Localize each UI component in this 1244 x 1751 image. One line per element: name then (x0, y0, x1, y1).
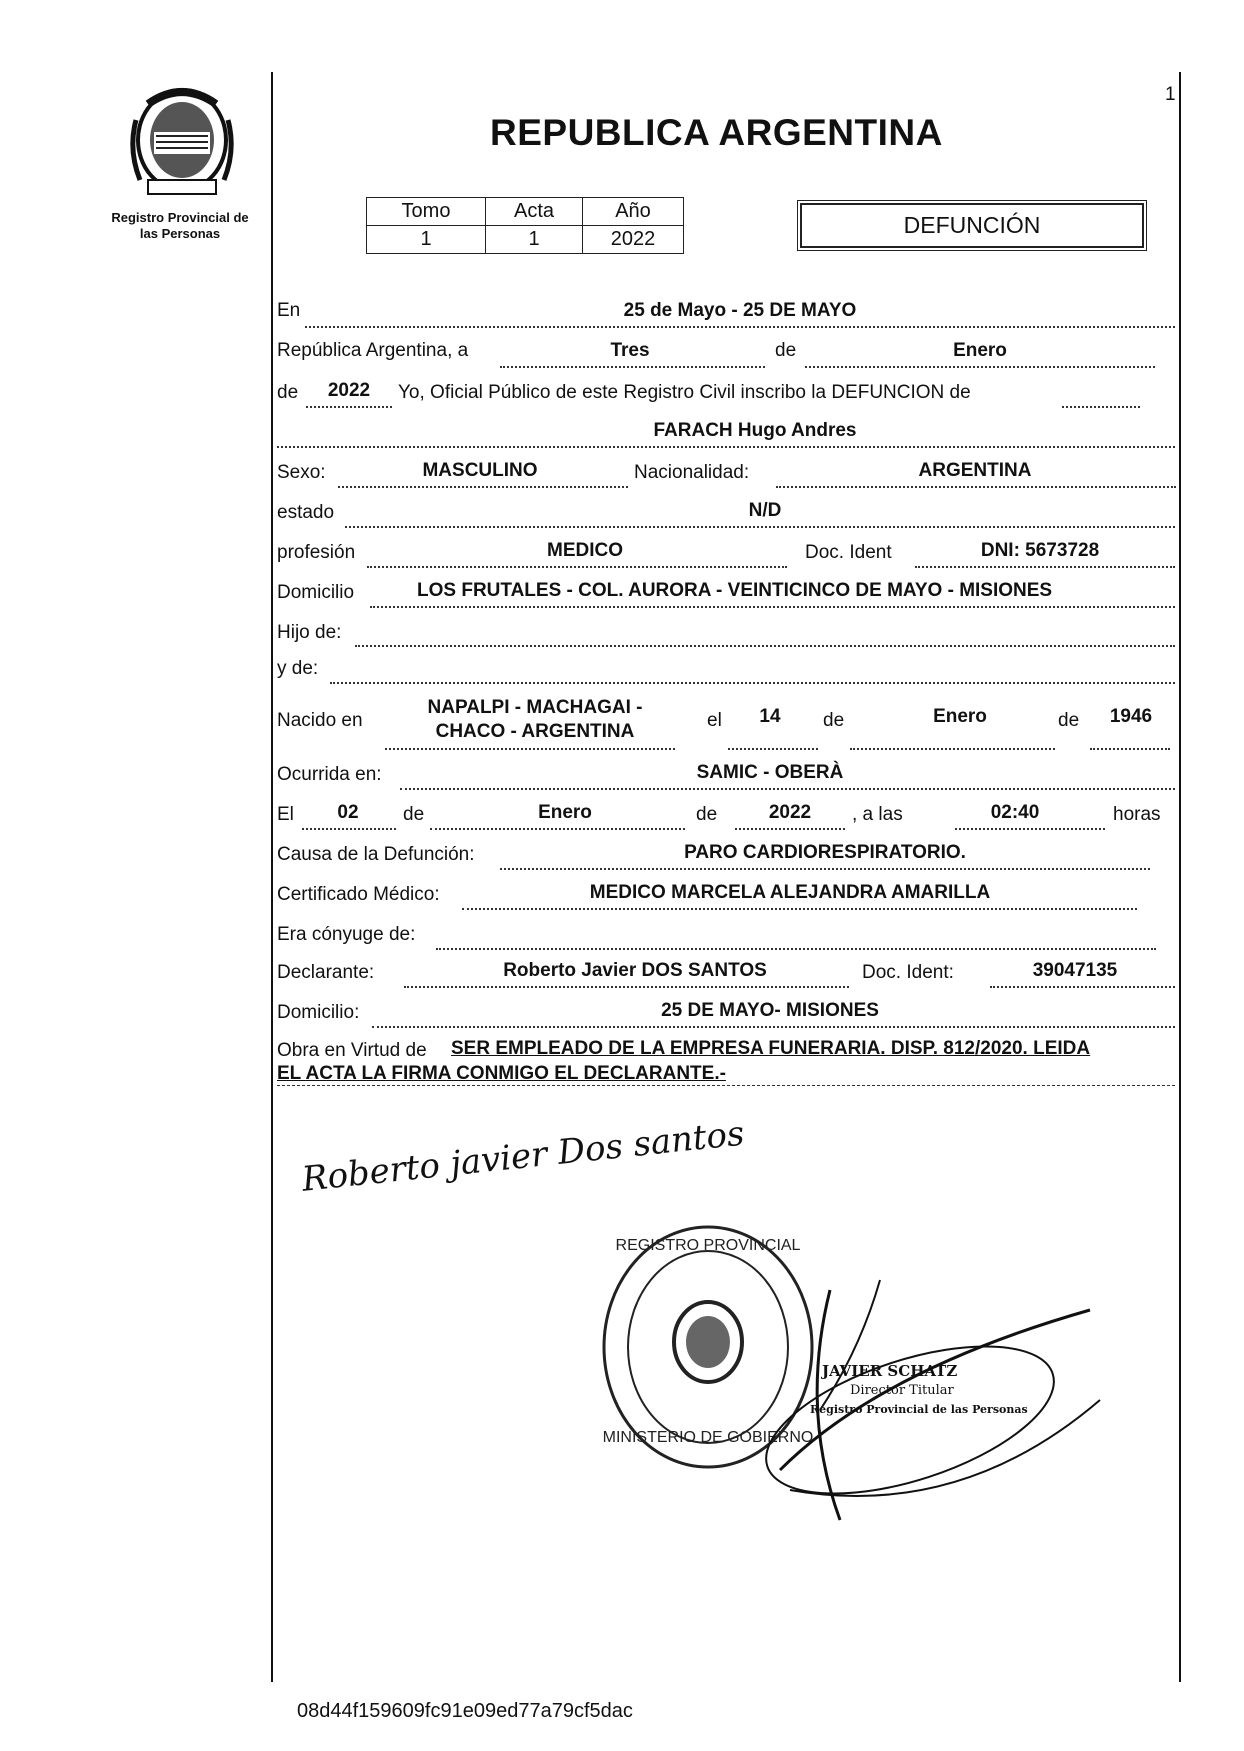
doc-value: DNI: 5673728 (980, 540, 1100, 561)
birth-month-underline (850, 748, 1055, 750)
document-title: REPUBLICA ARGENTINA (490, 112, 943, 153)
doc2-label: Doc. Ident: (862, 962, 954, 983)
doc-underline (915, 566, 1175, 568)
rep-day-underline (500, 366, 765, 368)
year-value: 2022 (327, 380, 371, 401)
obra-underline (277, 1085, 1175, 1086)
sexo-value: MASCULINO (422, 460, 538, 481)
hijo-label: Hijo de: (277, 622, 342, 643)
declarante-label: Declarante: (277, 962, 375, 983)
ano-header: Año (583, 198, 684, 226)
death-day-underline (302, 828, 396, 830)
estado-value: N/D (748, 500, 782, 521)
domicilio2-underline (372, 1026, 1175, 1028)
death-time: 02:40 (990, 802, 1040, 823)
rep-label: República Argentina, a (277, 340, 469, 361)
death-month-underline (430, 828, 685, 830)
nacionalidad-value: ARGENTINA (918, 460, 1032, 481)
birth-day: 14 (759, 706, 781, 727)
de-label: de (277, 382, 299, 403)
cert-label: Certificado Médico: (277, 884, 440, 905)
nacido-label: Nacido en (277, 710, 363, 731)
province-crest-logo (126, 80, 238, 202)
logo-caption: Registro Provincial de las Personas (111, 210, 249, 241)
death-month: Enero (538, 802, 592, 823)
record-type-box: DEFUNCIÓN (800, 203, 1144, 248)
yo-underline (1062, 406, 1140, 408)
yo-text: Yo, Oficial Público de este Registro Civil inscribo la DEFUNCION de (398, 382, 971, 403)
tomo-header: Tomo (367, 198, 486, 226)
causa-value: PARO CARDIORESPIRATORIO. (684, 842, 966, 863)
doc2-underline (990, 986, 1175, 988)
nacido-underline (385, 748, 675, 750)
nacido-line1: NAPALPI - MACHAGAI - (427, 697, 643, 718)
profesion-label: profesión (277, 542, 356, 563)
cert-value: MEDICO MARCELA ALEJANDRA AMARILLA (589, 882, 991, 903)
ano-value: 2022 (583, 226, 684, 254)
birth-month: Enero (933, 706, 987, 727)
rep-de-label: de (775, 340, 797, 361)
obra-line2: EL ACTA LA FIRMA CONMIGO EL DECLARANTE.- (277, 1063, 726, 1084)
official-name: JAVIER SCHATZ (822, 1362, 958, 1380)
yde-underline (330, 682, 1175, 684)
de3-label: de (1058, 710, 1080, 731)
rep-day: Tres (610, 340, 650, 361)
name-underline (277, 446, 1175, 448)
ocurrida-underline (400, 788, 1175, 790)
en-underline (305, 326, 1175, 328)
el2-label: El (277, 804, 294, 825)
domicilio2-value: 25 DE MAYO- MISIONES (661, 1000, 879, 1021)
page-number: 1 (1165, 84, 1176, 105)
nacido-line2: CHACO - ARGENTINA (435, 721, 635, 742)
obra-label: Obra en Virtud de (277, 1040, 427, 1061)
birth-day-underline (728, 748, 818, 750)
ocurrida-value: SAMIC - OBERÀ (696, 762, 844, 783)
alas-label: , a las (852, 804, 903, 825)
document-hash: 08d44f159609fc91e09ed77a79cf5dac (297, 1700, 633, 1722)
en-value: 25 de Mayo - 25 DE MAYO (623, 300, 857, 321)
horas-label: horas (1113, 804, 1161, 825)
en-label: En (277, 300, 301, 321)
causa-label: Causa de la Defunción: (277, 844, 475, 865)
domicilio-underline (370, 606, 1175, 608)
ocurrida-label: Ocurrida en: (277, 764, 382, 785)
year-underline (306, 406, 392, 408)
death-year: 2022 (768, 802, 812, 823)
nac-underline (776, 486, 1176, 488)
doc2-value: 39047135 (1032, 960, 1118, 981)
profesion-value: MEDICO (547, 540, 623, 561)
causa-underline (500, 868, 1150, 870)
yde-label: y de: (277, 658, 319, 679)
conyuge-label: Era cónyuge de: (277, 924, 416, 945)
domicilio-label: Domicilio (277, 582, 355, 603)
estado-label: estado (277, 502, 335, 523)
estado-underline (345, 526, 1175, 528)
acta-header: Acta (486, 198, 583, 226)
domicilio-value: LOS FRUTALES - COL. AURORA - VEINTICINCO DE MAYO - MISIONES (417, 580, 1053, 601)
death-time-underline (955, 828, 1105, 830)
de5-label: de (696, 804, 718, 825)
declarante-value: Roberto Javier DOS SANTOS (503, 960, 767, 981)
birth-year-underline (1090, 748, 1170, 750)
tomo-value: 1 (367, 226, 486, 254)
official-org: Registro Provincial de las Personas (810, 1403, 1028, 1416)
nac-label: Nacionalidad: (634, 462, 750, 483)
doc-label: Doc. Ident (805, 542, 892, 563)
el-label: el (707, 710, 722, 731)
left-margin-line (271, 72, 273, 1682)
obra-line1: SER EMPLEADO DE LA EMPRESA FUNERARIA. DISP. 812/2020. LEIDA (451, 1038, 1091, 1059)
birth-year: 1946 (1109, 706, 1153, 727)
deceased-name: FARACH Hugo Andres (653, 420, 857, 441)
death-day: 02 (337, 802, 359, 823)
conyuge-underline (436, 948, 1156, 950)
cert-underline (462, 908, 1137, 910)
rep-month-underline (805, 366, 1155, 368)
domicilio2-label: Domicilio: (277, 1002, 360, 1023)
de4-label: de (403, 804, 425, 825)
hijo-underline (355, 645, 1175, 647)
sexo-label: Sexo: (277, 462, 326, 483)
declarante-underline (404, 986, 849, 988)
right-margin-line (1179, 72, 1181, 1682)
official-signature-scribble (760, 1270, 1120, 1530)
registry-table (366, 197, 684, 254)
de2-label: de (823, 710, 845, 731)
death-year-underline (735, 828, 845, 830)
acta-value: 1 (486, 226, 583, 254)
official-title: Director Titular (850, 1383, 954, 1398)
svg-text:MINISTERIO DE GOBIERNO: MINISTERIO DE GOBIERNO (602, 1429, 814, 1446)
declarant-signature: Roberto javier Dos santos (300, 1113, 747, 1200)
rep-month: Enero (953, 340, 1007, 361)
profesion-underline (367, 566, 787, 568)
sexo-underline (338, 486, 628, 488)
svg-text:REGISTRO PROVINCIAL: REGISTRO PROVINCIAL (615, 1237, 801, 1254)
